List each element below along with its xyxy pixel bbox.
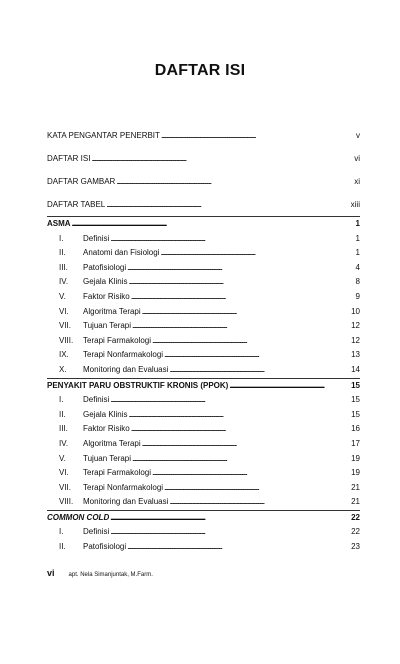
toc-entry[interactable] bbox=[47, 540, 360, 555]
toc-entry-page: 12 bbox=[351, 335, 360, 345]
toc-entry-number: IV. bbox=[59, 438, 69, 448]
dot-leader bbox=[152, 334, 350, 349]
toc-entry-label: Definisi bbox=[83, 395, 110, 405]
toc-entry-label: Algoritma Terapi bbox=[83, 306, 141, 316]
toc-entry[interactable] bbox=[47, 408, 360, 423]
dot-leader bbox=[127, 261, 354, 276]
toc-entry[interactable] bbox=[47, 124, 360, 147]
toc-entry-label: Monitoring dan Evaluasi bbox=[83, 364, 169, 374]
toc-entry-page: 22 bbox=[351, 512, 360, 522]
toc-entry[interactable] bbox=[47, 437, 360, 452]
page-title: DAFTAR ISI bbox=[154, 62, 246, 79]
toc-entry-page: 10 bbox=[351, 306, 360, 316]
toc-entry[interactable] bbox=[47, 261, 360, 276]
toc-entry-label: Terapi Nonfarmakologi bbox=[83, 350, 164, 360]
dot-leader bbox=[229, 379, 350, 394]
dot-leader bbox=[169, 495, 350, 510]
footer-page-number: vi bbox=[47, 568, 55, 578]
dot-leader bbox=[169, 363, 350, 378]
dot-leader bbox=[132, 319, 350, 334]
toc-entry-number: III. bbox=[59, 262, 68, 272]
toc-entry-page: 19 bbox=[351, 468, 360, 478]
toc-entry-number: III. bbox=[59, 424, 68, 434]
dot-leader bbox=[110, 393, 350, 408]
dot-leader bbox=[110, 525, 350, 540]
toc-chapter[interactable] bbox=[47, 378, 360, 394]
toc-entry-label: Monitoring dan Evaluasi bbox=[83, 497, 169, 507]
toc-entry-label: Definisi bbox=[83, 527, 110, 537]
toc-entry-number: II. bbox=[59, 248, 66, 258]
toc-entry[interactable] bbox=[47, 275, 360, 290]
toc-entry-label: Terapi Nonfarmakologi bbox=[83, 482, 164, 492]
toc-entry-label: Patofisiologi bbox=[83, 542, 127, 552]
toc-entry-page: 23 bbox=[351, 542, 360, 552]
toc-entry-page: 15 bbox=[351, 380, 360, 390]
toc-entry[interactable] bbox=[47, 147, 360, 170]
toc-entry-page: 21 bbox=[351, 497, 360, 507]
toc-entry[interactable] bbox=[47, 290, 360, 305]
toc-entry[interactable] bbox=[47, 170, 360, 193]
toc-entry[interactable] bbox=[47, 481, 360, 496]
toc-entry-page: 1 bbox=[355, 233, 360, 243]
dot-leader bbox=[132, 452, 350, 467]
toc-entry[interactable] bbox=[47, 334, 360, 349]
toc-entry-label: Gejala Klinis bbox=[83, 409, 128, 419]
toc-entry-label: DAFTAR ISI bbox=[47, 154, 91, 163]
toc-entry[interactable] bbox=[47, 525, 360, 540]
toc-entry-label: Faktor Risiko bbox=[83, 291, 130, 301]
toc-entry-number: IV. bbox=[59, 277, 69, 287]
toc-entry-number: V. bbox=[59, 453, 66, 463]
toc-entry-label: COMMON COLD bbox=[47, 512, 110, 522]
toc-entry-label: DAFTAR TABEL bbox=[47, 200, 106, 209]
toc-entry-number: VII. bbox=[59, 482, 72, 492]
toc-entry[interactable] bbox=[47, 246, 360, 261]
toc-entry-page: 13 bbox=[351, 350, 360, 360]
toc-entry-label: Faktor Risiko bbox=[83, 424, 130, 434]
toc-entry-number: I. bbox=[59, 527, 64, 537]
toc-entry-label: Tujuan Terapi bbox=[83, 453, 132, 463]
dot-leader bbox=[152, 466, 350, 481]
dot-leader bbox=[110, 511, 350, 526]
toc-entry-page: 19 bbox=[351, 453, 360, 463]
toc-entry-page: vi bbox=[354, 154, 360, 163]
table-of-contents bbox=[47, 124, 360, 555]
toc-entry[interactable] bbox=[47, 232, 360, 247]
toc-entry-number: V. bbox=[59, 291, 66, 301]
dot-leader bbox=[72, 217, 355, 232]
toc-chapter[interactable] bbox=[47, 510, 360, 526]
dot-leader bbox=[116, 170, 353, 193]
toc-entry-label: ASMA bbox=[47, 219, 71, 228]
dot-leader bbox=[110, 232, 354, 247]
toc-entry-label: PENYAKIT PARU OBSTRUKTIF KRONIS (PPOK) bbox=[47, 380, 229, 390]
toc-entry-number: II. bbox=[59, 542, 66, 552]
toc-entry-number: IX. bbox=[59, 350, 69, 360]
toc-entry[interactable] bbox=[47, 348, 360, 363]
toc-entry-page: 9 bbox=[355, 291, 360, 301]
toc-entry[interactable] bbox=[47, 466, 360, 481]
toc-entry-label: DAFTAR GAMBAR bbox=[47, 177, 116, 186]
toc-entry[interactable] bbox=[47, 393, 360, 408]
dot-leader bbox=[91, 147, 353, 170]
toc-entry-number: I. bbox=[59, 395, 64, 405]
footer-author: apt. Nela Simanjuntak, M.Farm. bbox=[68, 572, 153, 578]
toc-entry-label: Gejala Klinis bbox=[83, 277, 128, 287]
dot-leader bbox=[164, 348, 350, 363]
toc-entry-label: Algoritma Terapi bbox=[83, 438, 141, 448]
page-footer bbox=[47, 568, 153, 578]
dot-leader bbox=[131, 422, 350, 437]
toc-entry[interactable] bbox=[47, 422, 360, 437]
toc-entry[interactable] bbox=[47, 319, 360, 334]
dot-leader bbox=[127, 540, 350, 555]
toc-entry-label: Terapi Farmakologi bbox=[83, 335, 152, 345]
toc-entry-number: II. bbox=[59, 409, 66, 419]
dot-leader bbox=[160, 246, 354, 261]
dot-leader bbox=[164, 481, 350, 496]
toc-entry-label: Anatomi dan Fisiologi bbox=[83, 248, 160, 258]
toc-entry-page: 15 bbox=[351, 395, 360, 405]
toc-entry-page: 12 bbox=[351, 321, 360, 331]
toc-entry-number: X. bbox=[59, 364, 67, 374]
toc-entry-label: Definisi bbox=[83, 233, 110, 243]
toc-entry-page: 1 bbox=[355, 219, 360, 228]
toc-entry-page: xiii bbox=[350, 200, 360, 209]
toc-chapter[interactable] bbox=[47, 216, 360, 232]
toc-entry-number: I. bbox=[59, 233, 64, 243]
dot-leader bbox=[128, 275, 354, 290]
toc-entry[interactable] bbox=[47, 305, 360, 320]
toc-entry-page: 8 bbox=[355, 277, 360, 287]
toc-entry[interactable] bbox=[47, 452, 360, 467]
toc-entry-number: VIII. bbox=[59, 497, 74, 507]
toc-entry-number: VI. bbox=[59, 468, 69, 478]
toc-entry[interactable] bbox=[47, 495, 360, 510]
toc-entry-number: VI. bbox=[59, 306, 69, 316]
toc-entry-page: 15 bbox=[351, 409, 360, 419]
toc-entry-label: KATA PENGANTAR PENERBIT bbox=[47, 131, 160, 140]
toc-entry-page: 16 bbox=[351, 424, 360, 434]
toc-entry-page: xi bbox=[354, 177, 360, 186]
dot-leader bbox=[131, 290, 355, 305]
dot-leader bbox=[161, 124, 355, 147]
toc-entry-page: 4 bbox=[355, 262, 360, 272]
dot-leader bbox=[142, 305, 350, 320]
toc-entry-page: v bbox=[356, 131, 360, 140]
toc-entry-page: 17 bbox=[351, 438, 360, 448]
dot-leader bbox=[142, 437, 350, 452]
toc-entry-page: 14 bbox=[351, 364, 360, 374]
toc-entry-label: Patofisiologi bbox=[83, 262, 127, 272]
toc-entry-number: VII. bbox=[59, 321, 72, 331]
toc-entry-page: 21 bbox=[351, 482, 360, 492]
toc-entry-number: VIII. bbox=[59, 335, 74, 345]
toc-entry[interactable] bbox=[47, 363, 360, 378]
toc-entry-label: Tujuan Terapi bbox=[83, 321, 132, 331]
toc-entry[interactable] bbox=[47, 193, 360, 216]
dot-leader bbox=[128, 408, 350, 423]
toc-entry-page: 22 bbox=[351, 527, 360, 537]
dot-leader bbox=[106, 193, 349, 216]
toc-entry-page: 1 bbox=[355, 248, 360, 258]
toc-entry-label: Terapi Farmakologi bbox=[83, 468, 152, 478]
